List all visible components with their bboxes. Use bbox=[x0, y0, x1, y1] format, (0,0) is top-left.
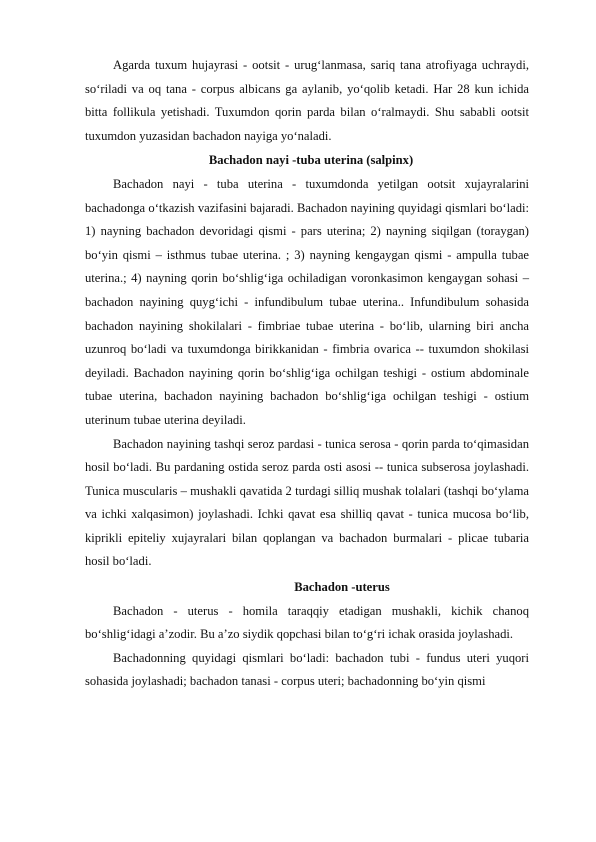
section-heading-tuba-uterina: Bachadon nayi -tuba uterina (salpinx) bbox=[208, 153, 414, 168]
paragraph-tuba-uterina-layers: Bachadon nayining tashqi seroz pardasi - tunica serosa - qorin parda to‘qimasidan hosil bo‘ladi. Bu pardaning ostida seroz parda osti asosi -- tunica subserosa joylashadi. Tunica muscularis – mushakli qavatida 2 turdagi silliq mushak tolalari (tashqi bo‘ylama va ichki xalqasimon) joylashadi. Ichki qavat esa shilliq qavat - tunica mucosa bo‘lib, kiprikli epiteliy xujayralari bilan qoplangan va bachadon burmalari - plicae tubaria hosil bo‘ladi. bbox=[85, 436, 529, 569]
document-page bbox=[85, 54, 529, 694]
paragraph-uterus-parts: Bachadonning quyidagi qismlari bo‘ladi: bachadon tubi - fundus uteri yuqori sohasida joylashadi; bachadon tanasi - corpus uteri; bachadonning bo‘yin qismi bbox=[85, 650, 529, 689]
paragraph-ootsit-fate: Agarda tuxum hujayrasi - ootsit - urug‘lanmasa, sariq tana atrofiyaga uchraydi, so‘riladi va oq tana - corpus albicans ga aylanib, yo‘qolib ketadi. Har 28 kun ichida bitta follikula yetishadi. Tuxumdon qorin parda bilan o‘ralmaydi. Shu sababli ootsit tuxumdon yuzasidan bachadon nayiga yo‘naladi. bbox=[85, 58, 529, 143]
paragraph-uterus-definition: Bachadon - uterus - homila taraqqiy etadigan mushakli, kichik chanoq bo‘shlig‘idagi a’zodir. Bu a’zo siydik qopchasi bilan to‘g‘ri ichak orasida joylashadi. bbox=[85, 603, 529, 642]
paragraph-tuba-uterina-parts: Bachadon nayi - tuba uterina - tuxumdonda yetilgan ootsit xujayralarini bachadonga o‘tkazish vazifasini bajaradi. Bachadon nayining quyidagi qismlari bo‘ladi: 1) nayning bachadon devoridagi qismi - pars uterina; 2) nayning siqilgan (toraygan) bo‘yin qismi – isthmus tubae uterina. ; 3) nayning kengaygan qismi - ampulla tubae uterina.; 4) nayning qorin bo‘shlig‘iga ochiladigan voronkasimon kengaygan sohasi – bachadon nayining quyg‘ichi - infundibulum tubae uterina.. Infundibulum sohasida bachadon nayining shokilalari - fimbriae tubae uterina - bo‘lib, ularning biri ancha uzunroq bo‘ladi va tuxumdonga birikkanidan - fimbria ovarica -- tuxumdon shokilasi deyiladi. Bachadon nayining qorin bo‘shlig‘iga ochilgan teshigi - ostium abdominale tubae uterina, bachadon nayining bachadon bo‘shlig‘iga ochilgan teshigi - ostium uterinum tubae uterina deyiladi. bbox=[85, 176, 529, 427]
section-heading-uterus: Bachadon -uterus bbox=[294, 580, 390, 595]
